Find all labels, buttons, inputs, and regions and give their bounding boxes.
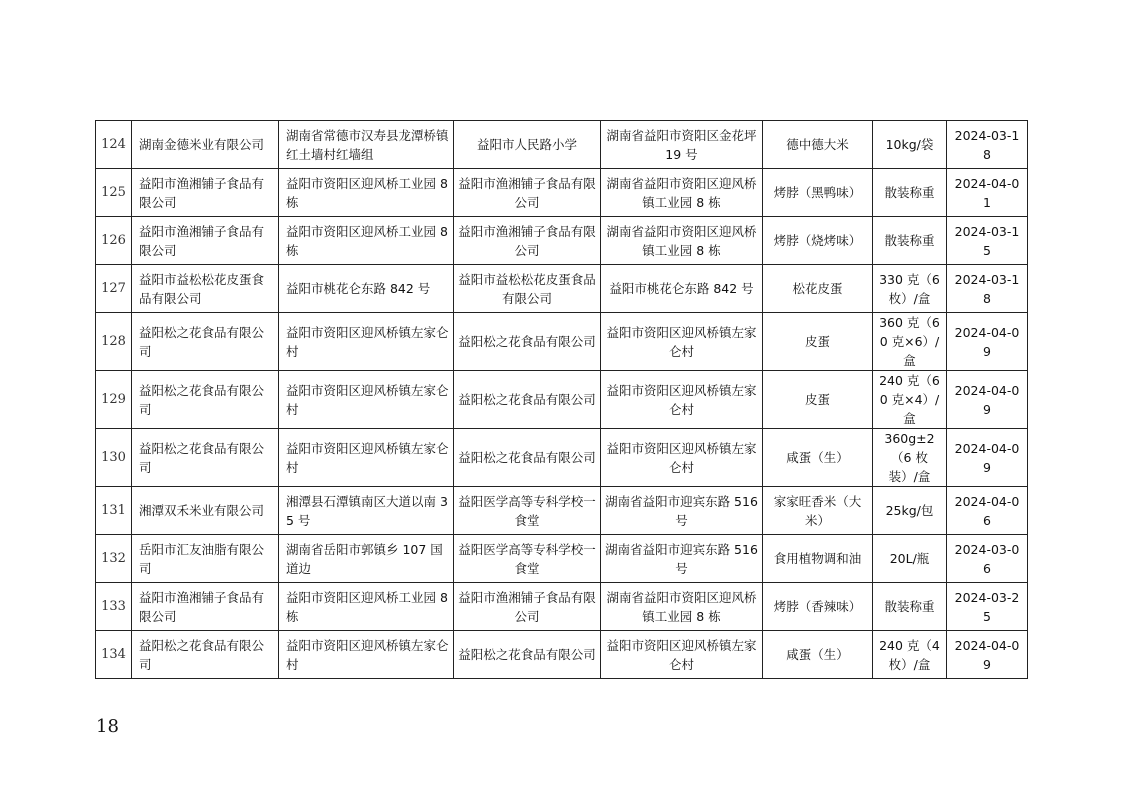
cell-product-name: 皮蛋 (763, 371, 873, 429)
cell-manufacturer-address: 益阳市资阳区迎风桥工业园 8 栋 (279, 169, 454, 217)
cell-production-date: 2024-04-09 (947, 313, 1028, 371)
cell-manufacturer-name: 湘潭双禾米业有限公司 (132, 487, 279, 535)
cell-manufacturer-name: 益阳市益松松花皮蛋食品有限公司 (132, 265, 279, 313)
cell-product-name: 烤脖（香辣味） (763, 583, 873, 631)
cell-manufacturer-name: 益阳松之花食品有限公司 (132, 429, 279, 487)
cell-product-name: 咸蛋（生） (763, 429, 873, 487)
cell-specification: 20L/瓶 (873, 535, 947, 583)
cell-production-date: 2024-04-06 (947, 487, 1028, 535)
cell-sampled-unit-address: 益阳市资阳区迎风桥镇左家仑村 (601, 429, 763, 487)
table-row (96, 583, 1028, 631)
cell-specification: 散装称重 (873, 169, 947, 217)
cell-manufacturer-name: 湖南金德米业有限公司 (132, 121, 279, 169)
cell-sampled-unit-address: 益阳市资阳区迎风桥镇左家仑村 (601, 313, 763, 371)
cell-specification: 10kg/袋 (873, 121, 947, 169)
cell-manufacturer-address: 益阳市桃花仑东路 842 号 (279, 265, 454, 313)
cell-specification: 25kg/包 (873, 487, 947, 535)
cell-specification: 360 克（60 克×6）/盒 (873, 313, 947, 371)
cell-row-index: 132 (96, 535, 132, 583)
cell-manufacturer-address: 益阳市资阳区迎风桥镇左家仑村 (279, 631, 454, 679)
cell-sampled-unit-name: 益阳市益松松花皮蛋食品有限公司 (454, 265, 601, 313)
cell-product-name: 松花皮蛋 (763, 265, 873, 313)
cell-sampled-unit-name: 益阳松之花食品有限公司 (454, 371, 601, 429)
table-row (96, 265, 1028, 313)
cell-manufacturer-address: 益阳市资阳区迎风桥工业园 8 栋 (279, 583, 454, 631)
cell-manufacturer-address: 益阳市资阳区迎风桥镇左家仑村 (279, 429, 454, 487)
cell-sampled-unit-name: 益阳市渔湘铺子食品有限公司 (454, 169, 601, 217)
cell-product-name: 烤脖（烧烤味） (763, 217, 873, 265)
cell-production-date: 2024-04-09 (947, 371, 1028, 429)
cell-row-index: 133 (96, 583, 132, 631)
cell-manufacturer-name: 益阳市渔湘铺子食品有限公司 (132, 217, 279, 265)
cell-manufacturer-address: 益阳市资阳区迎风桥工业园 8 栋 (279, 217, 454, 265)
cell-specification: 240 克（60 克×4）/盒 (873, 371, 947, 429)
cell-sampled-unit-address: 益阳市桃花仑东路 842 号 (601, 265, 763, 313)
cell-production-date: 2024-03-18 (947, 265, 1028, 313)
cell-sampled-unit-address: 湖南省益阳市资阳区金花坪 19 号 (601, 121, 763, 169)
cell-product-name: 皮蛋 (763, 313, 873, 371)
cell-specification: 散装称重 (873, 583, 947, 631)
cell-row-index: 127 (96, 265, 132, 313)
page-number: 18 (96, 716, 119, 737)
cell-product-name: 咸蛋（生） (763, 631, 873, 679)
cell-sampled-unit-address: 益阳市资阳区迎风桥镇左家仑村 (601, 631, 763, 679)
table-row (96, 313, 1028, 371)
cell-manufacturer-name: 益阳市渔湘铺子食品有限公司 (132, 583, 279, 631)
cell-row-index: 129 (96, 371, 132, 429)
cell-sampled-unit-name: 益阳松之花食品有限公司 (454, 429, 601, 487)
cell-row-index: 134 (96, 631, 132, 679)
table-row (96, 487, 1028, 535)
cell-sampled-unit-address: 益阳市资阳区迎风桥镇左家仑村 (601, 371, 763, 429)
cell-production-date: 2024-03-06 (947, 535, 1028, 583)
cell-specification: 330 克（6 枚）/盒 (873, 265, 947, 313)
cell-production-date: 2024-03-25 (947, 583, 1028, 631)
table-row (96, 121, 1028, 169)
cell-manufacturer-address: 湖南省岳阳市郭镇乡 107 国道边 (279, 535, 454, 583)
cell-sampled-unit-address: 湖南省益阳市迎宾东路 516 号 (601, 487, 763, 535)
table-row (96, 631, 1028, 679)
cell-manufacturer-name: 益阳松之花食品有限公司 (132, 631, 279, 679)
cell-row-index: 130 (96, 429, 132, 487)
cell-row-index: 131 (96, 487, 132, 535)
cell-manufacturer-name: 岳阳市汇友油脂有限公司 (132, 535, 279, 583)
cell-product-name: 食用植物调和油 (763, 535, 873, 583)
cell-sampled-unit-address: 湖南省益阳市资阳区迎风桥镇工业园 8 栋 (601, 217, 763, 265)
table-row (96, 535, 1028, 583)
cell-production-date: 2024-04-01 (947, 169, 1028, 217)
cell-specification: 360g±2（6 枚装）/盒 (873, 429, 947, 487)
cell-sampled-unit-name: 益阳医学高等专科学校一食堂 (454, 487, 601, 535)
cell-row-index: 126 (96, 217, 132, 265)
cell-product-name: 烤脖（黑鸭味） (763, 169, 873, 217)
cell-sampled-unit-name: 益阳市人民路小学 (454, 121, 601, 169)
cell-sampled-unit-address: 湖南省益阳市迎宾东路 516 号 (601, 535, 763, 583)
table-row (96, 371, 1028, 429)
cell-specification: 240 克（4 枚）/盒 (873, 631, 947, 679)
cell-row-index: 128 (96, 313, 132, 371)
cell-product-name: 德中德大米 (763, 121, 873, 169)
cell-specification: 散装称重 (873, 217, 947, 265)
cell-sampled-unit-address: 湖南省益阳市资阳区迎风桥镇工业园 8 栋 (601, 169, 763, 217)
cell-row-index: 125 (96, 169, 132, 217)
records-table-body (96, 121, 1028, 679)
cell-production-date: 2024-04-09 (947, 631, 1028, 679)
cell-production-date: 2024-04-09 (947, 429, 1028, 487)
cell-sampled-unit-name: 益阳市渔湘铺子食品有限公司 (454, 217, 601, 265)
cell-manufacturer-name: 益阳松之花食品有限公司 (132, 313, 279, 371)
cell-manufacturer-name: 益阳市渔湘铺子食品有限公司 (132, 169, 279, 217)
cell-production-date: 2024-03-15 (947, 217, 1028, 265)
cell-sampled-unit-name: 益阳松之花食品有限公司 (454, 313, 601, 371)
cell-product-name: 家家旺香米（大米） (763, 487, 873, 535)
cell-row-index: 124 (96, 121, 132, 169)
table-row (96, 169, 1028, 217)
cell-manufacturer-address: 益阳市资阳区迎风桥镇左家仑村 (279, 371, 454, 429)
records-table (95, 120, 1028, 679)
cell-sampled-unit-name: 益阳市渔湘铺子食品有限公司 (454, 583, 601, 631)
cell-manufacturer-name: 益阳松之花食品有限公司 (132, 371, 279, 429)
cell-manufacturer-address: 湖南省常德市汉寿县龙潭桥镇红土墙村红墙组 (279, 121, 454, 169)
table-row (96, 217, 1028, 265)
cell-sampled-unit-name: 益阳松之花食品有限公司 (454, 631, 601, 679)
cell-sampled-unit-name: 益阳医学高等专科学校一食堂 (454, 535, 601, 583)
cell-manufacturer-address: 益阳市资阳区迎风桥镇左家仑村 (279, 313, 454, 371)
cell-sampled-unit-address: 湖南省益阳市资阳区迎风桥镇工业园 8 栋 (601, 583, 763, 631)
cell-production-date: 2024-03-18 (947, 121, 1028, 169)
cell-manufacturer-address: 湘潭县石潭镇南区大道以南 35 号 (279, 487, 454, 535)
table-row (96, 429, 1028, 487)
